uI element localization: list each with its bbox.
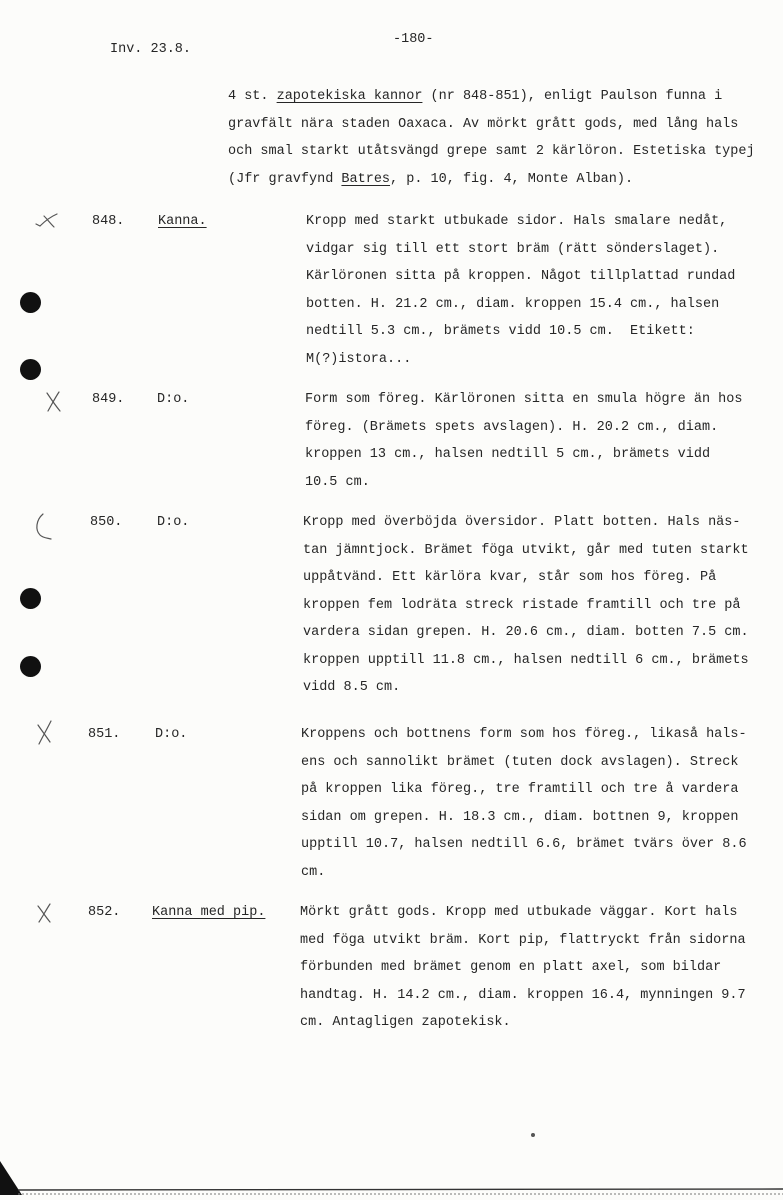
description-line: Kropp med överböjda översidor. Platt botten. Hals näs-	[303, 515, 741, 530]
description-line: uppåtvänd. Ett kärlöra kvar, står som hos föreg. På	[303, 570, 717, 585]
description-line: M(?)istora...	[306, 351, 412, 367]
description-line: föreg. (Brämets spets avslagen). H. 20.2 cm., diam.	[305, 419, 719, 435]
entry-label: Kanna med pip.	[152, 905, 266, 920]
pencil-cross-mark	[30, 717, 60, 747]
intro-text: 4 st.	[228, 89, 277, 104]
punch-hole	[20, 359, 41, 380]
description-line: Form som föreg. Kärlöronen sitta en smula högre än hos	[305, 392, 743, 407]
punch-hole	[20, 588, 41, 609]
intro-line	[228, 166, 755, 194]
intro-line: och smal starkt utåtsvängd grepe samt 2 kärlöron. Estetiska typej	[228, 144, 755, 159]
entry-description	[305, 386, 742, 496]
description-line: förbunden med brämet genom en platt axel, som bildar	[300, 960, 722, 975]
pencil-stroke	[40, 214, 57, 226]
description-line: 10.5 cm.	[305, 474, 370, 490]
description-line: vidd 8.5 cm.	[303, 680, 401, 695]
intro-text: (Jfr gravfynd	[228, 171, 342, 187]
pencil-stroke	[36, 224, 40, 226]
punch-hole	[20, 656, 41, 677]
description-line: ens och sannolikt brämet (tuten dock avslagen). Streck	[301, 754, 739, 770]
description-line: med föga utvikt bräm. Kort pip, flattryckt från sidorna	[300, 932, 746, 948]
pencil-check-mark	[30, 208, 64, 236]
entry-description	[303, 509, 749, 702]
description-line: botten. H. 21.2 cm., diam. kroppen 15.4 cm., halsen	[306, 296, 720, 312]
entry-description	[301, 721, 747, 886]
pencil-hook-mark	[28, 508, 58, 544]
entry-description	[300, 899, 746, 1037]
pencil-cross-mark	[40, 388, 70, 416]
description-line: sidan om grepen. H. 18.3 cm., diam. bottnen 9, kroppen	[301, 809, 739, 825]
description-line: på kroppen lika föreg., tre framtill och tre å vardera	[301, 782, 739, 797]
pencil-stroke	[37, 514, 51, 539]
underlined-term: zapotekiska kannor	[276, 89, 423, 104]
intro-line	[228, 83, 755, 111]
intro-text: (nr 848-851), enligt Paulson funna i	[422, 89, 723, 104]
intro-line: gravfält nära staden Oaxaca. Av mörkt grått gods, med lång hals	[228, 116, 739, 132]
description-line: handtag. H. 14.2 cm., diam. kroppen 16.4, mynningen 9.7	[300, 987, 746, 1003]
intro-text: , p. 10, fig. 4, Monte Alban).	[390, 171, 634, 187]
scan-bottom-edge	[0, 1155, 783, 1200]
description-line: tan jämntjock. Brämet föga utvikt, går med tuten starkt	[303, 542, 749, 558]
description-line: Kärlöronen sitta på kroppen. Något tillplattad rundad	[306, 269, 736, 284]
description-line: kroppen 13 cm., halsen nedtill 5 cm., brämets vidd	[305, 447, 711, 462]
stray-mark	[531, 1133, 535, 1137]
entry-number: 851.	[88, 727, 121, 742]
entry-number: 849.	[92, 392, 125, 407]
entry-label: Kanna.	[158, 214, 207, 229]
entry-description	[306, 208, 735, 373]
description-line: Kroppens och bottnens form som hos föreg., likaså hals-	[301, 727, 747, 742]
description-line: Kropp med starkt utbukade sidor. Hals smalare nedåt,	[306, 214, 728, 229]
description-line: Mörkt grått gods. Kropp med utbukade väggar. Kort hals	[300, 905, 738, 920]
description-line: vidgar sig till ett stort bräm (rätt sönderslaget).	[306, 241, 720, 257]
underlined-term: Batres	[341, 171, 391, 187]
inventory-reference: Inv. 23.8.	[110, 42, 192, 57]
entry-number: 848.	[92, 214, 125, 229]
entry-label: D:o.	[157, 392, 190, 407]
entry-label: D:o.	[157, 515, 190, 530]
page-edge-line	[18, 1189, 783, 1190]
description-line: nedtill 5.3 cm., brämets vidd 10.5 cm. Etikett:	[306, 324, 695, 339]
description-line: kroppen upptill 11.8 cm., halsen nedtill 6 cm., brämets	[303, 652, 749, 668]
pencil-cross-mark	[30, 898, 60, 928]
description-line: cm.	[301, 864, 326, 880]
entry-label: D:o.	[155, 727, 188, 742]
description-line: upptill 10.7, halsen nedtill 6.6, brämet tvärs över 8.6	[301, 837, 747, 852]
entry-number: 852.	[88, 905, 121, 920]
page-number: -180-	[393, 32, 434, 47]
entry-number: 850.	[90, 515, 123, 530]
description-line: kroppen fem lodräta streck ristade framtill och tre på	[303, 597, 741, 613]
intro-paragraph	[228, 83, 755, 193]
description-line: cm. Antagligen zapotekisk.	[300, 1015, 511, 1030]
punch-hole	[20, 292, 41, 313]
description-line: vardera sidan grepen. H. 20.6 cm., diam. botten 7.5 cm.	[303, 625, 749, 640]
